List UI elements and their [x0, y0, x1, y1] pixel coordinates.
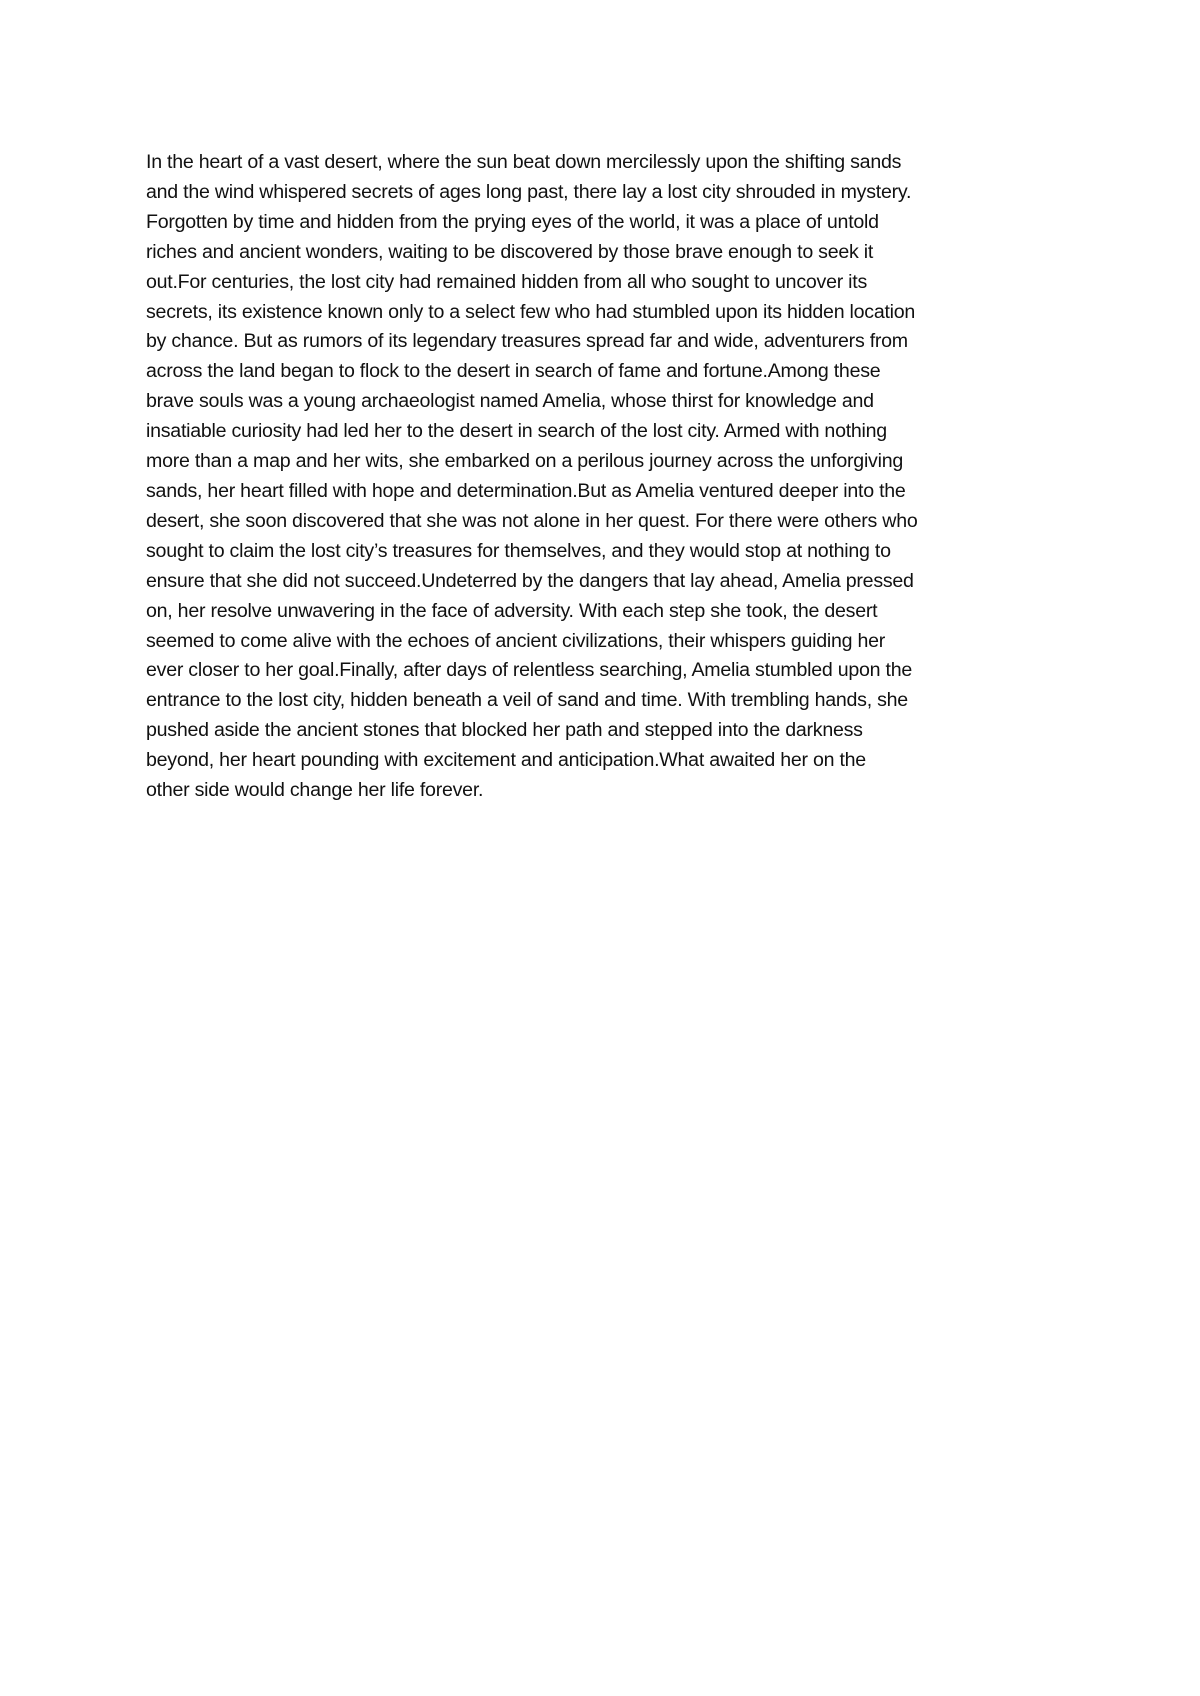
paragraph-line: secrets, its existence known only to a select few who had stumbled upon its hidden location [146, 300, 916, 323]
paragraph-line: by chance. But as rumors of its legendary treasures spread far and wide, adventurers from [146, 330, 908, 353]
paragraph-line: beyond, her heart pounding with excitement and anticipation.What awaited her on the [146, 749, 866, 772]
paragraph-line: across the land began to flock to the desert in search of fame and fortune.Among these [146, 360, 881, 383]
paragraph-line: out.For centuries, the lost city had remained hidden from all who sought to uncover its [146, 270, 868, 293]
paragraph-line: ensure that she did not succeed.Undeterred by the dangers that lay ahead, Amelia pressed [146, 569, 914, 592]
paragraph-line: insatiable curiosity had led her to the desert in search of the lost city. Armed with nothing [146, 420, 887, 443]
paragraph-line: more than a map and her wits, she embarked on a perilous journey across the unforgiving [146, 450, 903, 473]
paragraph-line: brave souls was a young archaeologist named Amelia, whose thirst for knowledge and [146, 390, 874, 413]
paragraph-line: riches and ancient wonders, waiting to be discovered by those brave enough to seek it [146, 240, 874, 263]
paragraph-line: sought to claim the lost city’s treasures for themselves, and they would stop at nothing to [146, 539, 891, 562]
paragraph-line: desert, she soon discovered that she was not alone in her quest. For there were others who [146, 509, 918, 532]
paragraph-line: In the heart of a vast desert, where the sun beat down mercilessly upon the shifting sands [146, 151, 902, 173]
paragraph-line: other side would change her life forever. [146, 779, 484, 802]
paragraph-line: and the wind whispered secrets of ages long past, there lay a lost city shrouded in mystery. [146, 180, 912, 203]
paragraph-line: entrance to the lost city, hidden beneath a veil of sand and time. With trembling hands, she [146, 689, 908, 712]
story-paragraph [146, 148, 1066, 806]
paragraph-line: seemed to come alive with the echoes of ancient civilizations, their whispers guiding her [146, 629, 886, 652]
paragraph-line: sands, her heart filled with hope and determination.But as Amelia ventured deeper into the [146, 479, 906, 502]
paragraph-line: ever closer to her goal.Finally, after days of relentless searching, Amelia stumbled upon the [146, 659, 912, 682]
paragraph-line: on, her resolve unwavering in the face of adversity. With each step she took, the desert [146, 599, 878, 622]
paragraph-line: Forgotten by time and hidden from the prying eyes of the world, it was a place of untold [146, 210, 879, 233]
paragraph-line: pushed aside the ancient stones that blocked her path and stepped into the darkness [146, 719, 863, 742]
